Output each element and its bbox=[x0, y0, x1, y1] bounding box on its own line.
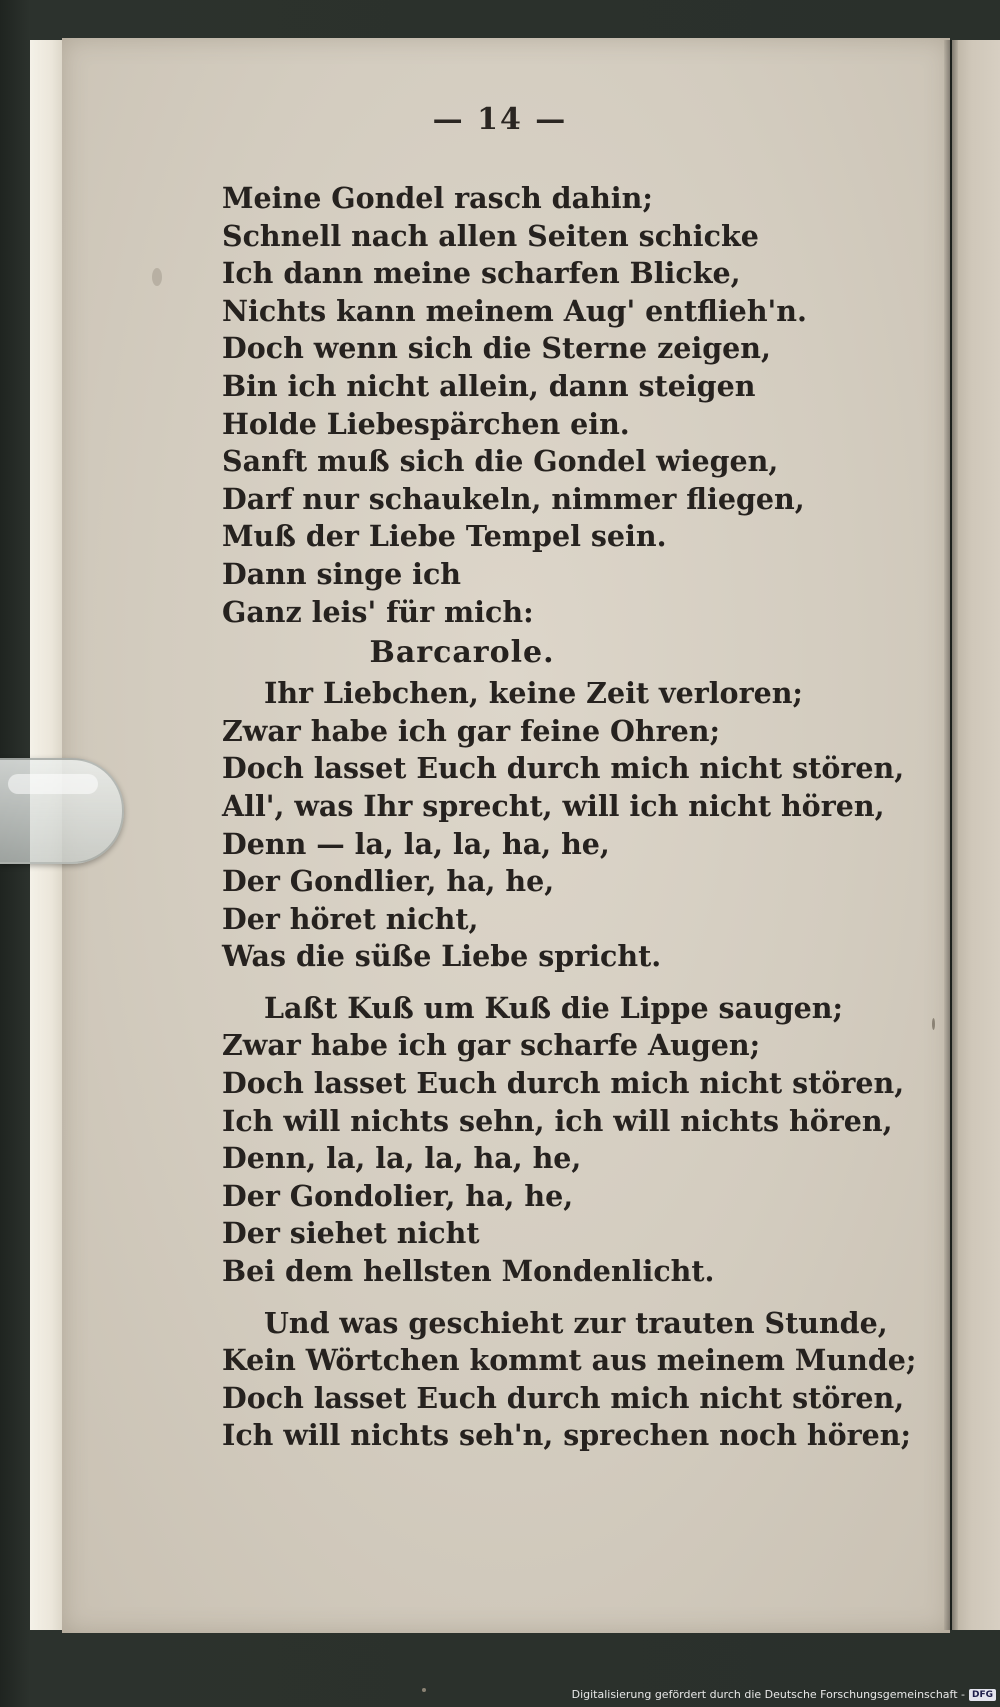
text-line: Nichts kann meinem Aug' entflieh'n. bbox=[222, 293, 807, 328]
text-line: Kein Wörtchen kommt aus meinem Munde; bbox=[222, 1343, 917, 1378]
text-line: Zwar habe ich gar scharfe Augen; bbox=[222, 1028, 761, 1063]
text-line: Ich will nichts sehn, ich will nichts hören, bbox=[222, 1103, 893, 1138]
text-line: Der Gondolier, ha, he, bbox=[222, 1178, 574, 1213]
page-clip bbox=[0, 758, 124, 864]
facing-page-edge bbox=[952, 40, 1000, 1630]
text-line: Ihr Liebchen, keine Zeit verloren; bbox=[264, 676, 803, 711]
text-line: Der Gondlier, ha, he, bbox=[222, 864, 555, 899]
text-line: Laßt Kuß um Kuß die Lippe saugen; bbox=[264, 990, 844, 1025]
text-line: Der siehet nicht bbox=[222, 1216, 480, 1251]
text-line: Was die süße Liebe spricht. bbox=[222, 939, 662, 974]
gutter-shadow bbox=[944, 40, 958, 1630]
text-line: Denn, la, la, la, ha, he, bbox=[222, 1141, 582, 1176]
stanza-1 bbox=[222, 675, 922, 976]
text-line: Dann singe ich bbox=[222, 556, 462, 591]
text-line: Ich dann meine scharfen Blicke, bbox=[222, 256, 741, 291]
text-line: Schnell nach allen Seiten schicke bbox=[222, 218, 759, 253]
footer-credit: Digitalisierung gefördert durch die Deutsche Forschungsgemeinschaft - bbox=[571, 1688, 965, 1701]
verse-intro bbox=[222, 180, 922, 631]
text-line: Bin ich nicht allein, dann steigen bbox=[222, 368, 756, 403]
stanza-3 bbox=[222, 1305, 922, 1455]
text-line: Ich will nichts seh'n, sprechen noch hören; bbox=[222, 1418, 912, 1453]
text-line: Muß der Liebe Tempel sein. bbox=[222, 519, 667, 554]
text-line: Der höret nicht, bbox=[222, 901, 479, 936]
dfg-logo: DFG bbox=[969, 1689, 996, 1701]
text-line: All', was Ihr sprecht, will ich nicht hören, bbox=[222, 788, 885, 823]
digitization-footer bbox=[572, 1688, 996, 1701]
page-number: — 14 — bbox=[432, 102, 568, 137]
section-heading: Barcarole. bbox=[369, 635, 555, 671]
text-line: Sanft muß sich die Gondel wiegen, bbox=[222, 444, 779, 479]
text-line: Denn — la, la, la, ha, he, bbox=[222, 826, 610, 861]
text-line: Doch lasset Euch durch mich nicht stören, bbox=[222, 1066, 905, 1101]
text-line: Ganz leis' für mich: bbox=[222, 594, 534, 629]
text-line: Zwar habe ich gar feine Ohren; bbox=[222, 713, 720, 748]
stanza-2 bbox=[222, 990, 922, 1291]
poem-text bbox=[222, 180, 922, 1455]
text-line: Bei dem hellsten Mondenlicht. bbox=[222, 1254, 715, 1289]
text-line: Doch wenn sich die Sterne zeigen, bbox=[222, 331, 771, 366]
text-line: Und was geschieht zur trauten Stunde, bbox=[264, 1305, 888, 1340]
text-line: Doch lasset Euch durch mich nicht stören, bbox=[222, 1380, 905, 1415]
text-line: Holde Liebespärchen ein. bbox=[222, 406, 630, 441]
text-line: Darf nur schaukeln, nimmer fliegen, bbox=[222, 481, 805, 516]
text-line: Doch lasset Euch durch mich nicht stören, bbox=[222, 751, 905, 786]
text-line: Meine Gondel rasch dahin; bbox=[222, 181, 653, 215]
